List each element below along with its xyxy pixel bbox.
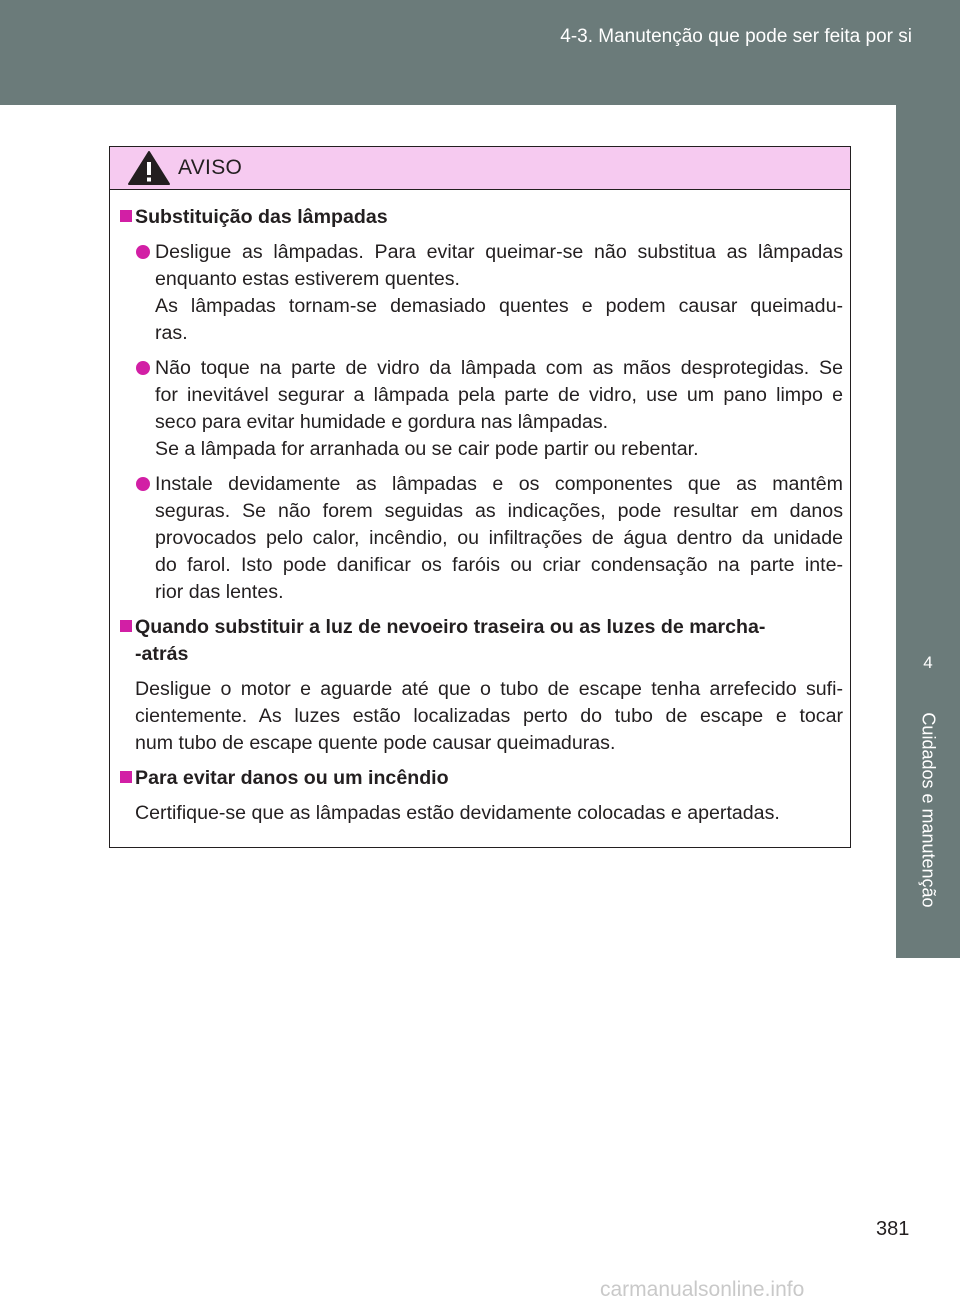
chapter-title: Cuidados e manutenção (918, 712, 939, 908)
text-line: Desligue o motor e aguarde até que o tubo de escape tenha arrefecido sufi- (135, 678, 843, 700)
warning-triangle-icon (127, 150, 171, 186)
text-line: Não toque na parte de vidro da lâmpada com as mãos desprotegidas. Se (155, 357, 843, 379)
text-line: As lâmpadas tornam-se demasiado quentes e podem causar queimadu- (155, 295, 843, 317)
section-heading (120, 765, 843, 792)
text-line: do farol. Isto pode danificar os faróis ou criar condensação na parte inte- (155, 554, 843, 576)
section-heading-text: Para evitar danos ou um incêndio (135, 767, 449, 789)
warning-box (109, 146, 851, 848)
text-line: ras. (155, 322, 188, 344)
round-bullet-icon (136, 361, 150, 375)
text-line: rior das lentes. (155, 581, 284, 603)
round-bullet-icon (136, 245, 150, 259)
section-heading-text: -atrás (135, 643, 189, 665)
page-number: 381 (876, 1218, 910, 1240)
bullet-item (120, 239, 843, 347)
section-heading (120, 614, 843, 668)
chapter-side-tab (896, 105, 960, 958)
text-line: Instale devidamente as lâmpadas e os componentes que as mantêm (155, 473, 843, 495)
text-line: Desligue as lâmpadas. Para evitar queimar-se não substitua as lâmpadas (155, 241, 843, 263)
header-band (0, 0, 960, 105)
text-line: num tubo de escape quente pode causar queimaduras. (135, 732, 616, 754)
paragraph (120, 800, 843, 827)
round-bullet-icon (136, 477, 150, 491)
text-line: cientemente. As luzes estão localizadas perto do tubo de escape e tocar (135, 705, 843, 727)
section-heading (120, 204, 843, 231)
text-line: seguras. Se não forem seguidas as indicações, pode resultar em danos (155, 500, 843, 522)
warning-body (110, 190, 850, 827)
square-bullet-icon (120, 620, 132, 632)
text-line: for inevitável segurar a lâmpada pela parte de vidro, use um pano limpo e (155, 384, 843, 406)
warning-header (110, 147, 850, 190)
text-line: Certifique-se que as lâmpadas estão devidamente colocadas e apertadas. (135, 802, 780, 824)
chapter-number: 4 (923, 653, 933, 672)
square-bullet-icon (120, 210, 132, 222)
paragraph (120, 676, 843, 757)
text-line: seco para evitar humidade e gordura nas lâmpadas. (155, 411, 609, 433)
warning-title: AVISO (178, 156, 243, 179)
text-line: enquanto estas estiverem quentes. (155, 268, 460, 290)
section-title: 4-3. Manutenção que pode ser feita por si (560, 26, 912, 47)
section-heading-text: Substituição das lâmpadas (135, 206, 388, 228)
text-line: Se a lâmpada for arranhada ou se cair pode partir ou rebentar. (155, 438, 699, 460)
watermark: carmanualsonline.info (600, 1278, 805, 1301)
square-bullet-icon (120, 771, 132, 783)
text-line: provocados pelo calor, incêndio, ou infiltrações de água dentro da unidade (155, 527, 843, 549)
bullet-item (120, 355, 843, 463)
bullet-item (120, 471, 843, 606)
section-heading-text: Quando substituir a luz de nevoeiro traseira ou as luzes de marcha- (135, 616, 766, 638)
